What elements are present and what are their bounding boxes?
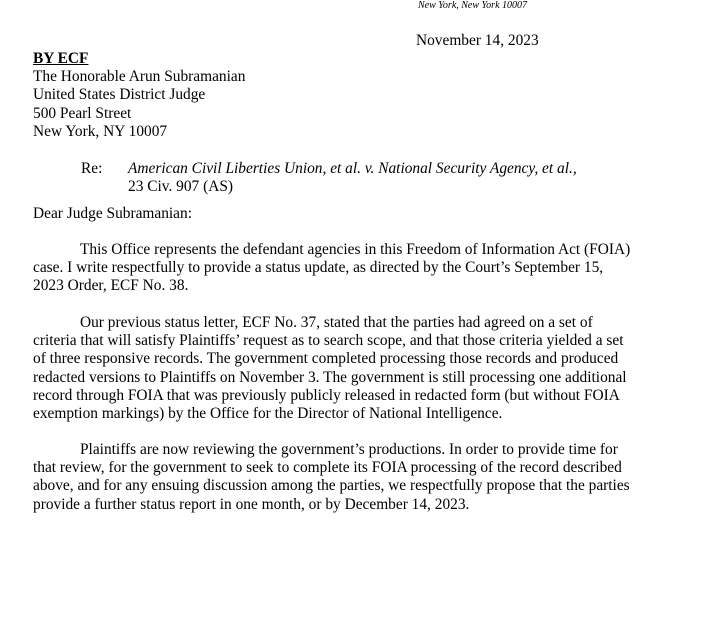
- letterhead-address: [418, 0, 527, 11]
- paragraph-line: redacted versions to Plaintiffs on November 3. The government is still processing one additional: [33, 368, 627, 386]
- recipient-title: United States District Judge: [33, 86, 206, 104]
- paragraph-line: 2023 Order, ECF No. 38.: [33, 277, 189, 295]
- recipient-street: 500 Pearl Street: [33, 104, 132, 122]
- body-paragraph-3: [33, 441, 663, 514]
- recipient-city: New York, NY 10007: [33, 122, 168, 140]
- paragraph-line: This Office represents the defendant agencies in this Freedom of Information Act (FOIA): [80, 241, 631, 258]
- paragraph-line: case. I write respectfully to provide a status update, as directed by the Court’s September 15,: [33, 259, 604, 277]
- recipient-address: [33, 50, 245, 141]
- paragraph-line: of three responsive records. The government completed processing those records and produced: [33, 350, 619, 368]
- paragraph-line: Our previous status letter, ECF No. 37, stated that the parties had agreed on a set of: [80, 314, 593, 331]
- paragraph-line: Plaintiffs are now reviewing the government’s productions. In order to provide time for: [80, 441, 618, 458]
- re-label: Re:: [81, 160, 103, 177]
- paragraph-line: record through FOIA that was previously publicly released in redacted form (but without FOIA: [33, 386, 620, 404]
- case-docket: 23 Civ. 907 (AS): [128, 178, 234, 196]
- body-paragraph-1: [33, 241, 663, 296]
- paragraph-line: that review, for the government to seek to complete its FOIA processing of the record described: [33, 459, 622, 477]
- letterhead-city: New York, New York 10007: [418, 0, 528, 11]
- paragraph-line: provide a further status report in one month, or by December 14, 2023.: [33, 495, 470, 513]
- paragraph-line: exemption markings) by the Office for the Director of National Intelligence.: [33, 405, 503, 423]
- re-case: [128, 160, 577, 196]
- letter-date: November 14, 2023: [416, 32, 539, 49]
- recipient-name: The Honorable Arun Subramanian: [33, 68, 246, 86]
- case-caption: American Civil Liberties Union, et al. v. National Security Agency, et al.,: [128, 160, 577, 177]
- salutation: Dear Judge Subramanian:: [33, 205, 192, 222]
- paragraph-line: above, and for any ensuing discussion among the parties, we respectfully propose that the parties: [33, 477, 630, 495]
- paragraph-line: criteria that will satisfy Plaintiffs’ request as to search scope, and that those criteria yielded a set: [33, 332, 624, 350]
- delivery-method: BY ECF: [33, 50, 89, 67]
- body-paragraph-2: [33, 314, 663, 423]
